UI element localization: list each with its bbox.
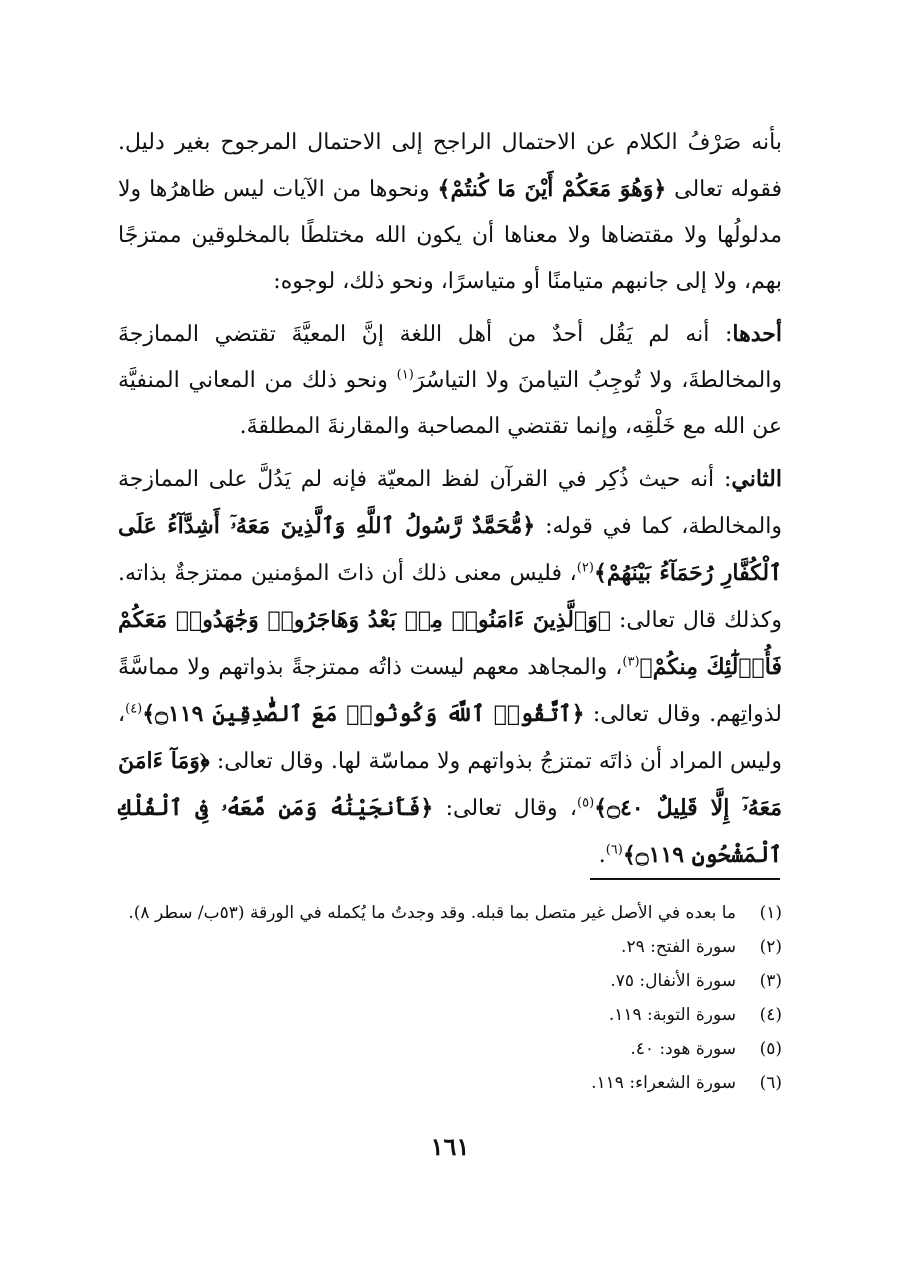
paragraph-3-text: ، فليس معنى ذلك أن ذاتَ المؤمنين ممتزجةٌ بذاته. وكذلك قال تعالى: <box>118 561 782 633</box>
footnote-ref-6[interactable]: (٦) <box>605 842 623 858</box>
footnote-ref-5[interactable]: (٥) <box>577 795 595 811</box>
footnote-number: (٤) <box>759 1005 782 1025</box>
paragraph-3-text: : أنه حيث ذُكِر في القرآن لفظ المعيّة فإنه لم يَدُلَّ على الممازجة والمخالطة، كما في قوله: <box>118 467 782 539</box>
page-number: ١٦١ <box>430 1132 470 1161</box>
paragraph-3 <box>118 456 782 879</box>
paragraph-3-end: . <box>598 843 606 868</box>
footnote-item <box>118 1032 782 1066</box>
footnote-text: سورة الشعراء: ١١٩. <box>591 1073 736 1093</box>
quran-verse: ﴿وَهُوَ مَعَكُمْ أَيْنَ مَا كُنتُمْ﴾ <box>437 176 667 202</box>
paragraph-1 <box>118 120 782 305</box>
footnote-item <box>118 930 782 964</box>
footnote-text: سورة هود: ٤٠. <box>630 1039 736 1059</box>
footnotes <box>118 896 782 1100</box>
paragraph-2-tail: ونحو ذلك من المعاني المنفيَّة عن الله مع خَلْقِه، وإنما تقتضي المصاحبة والمقارنةَ المطلقةَ. <box>118 368 782 439</box>
footnote-number: (٦) <box>759 1073 782 1093</box>
footnote-number: (٣) <box>759 971 782 991</box>
footnote-number: (٢) <box>759 937 782 957</box>
paragraph-2-text: : أنه لم يَقُل أحدٌ من أهل اللغة إنَّ المعيَّةَ تقتضي الممازجةَ والمخالطةَ، ولا تُوجِبُ التيامنَ ولا التياسُرَ <box>118 322 782 393</box>
footnote-text: سورة التوبة: ١١٩. <box>608 1005 736 1025</box>
quran-verse: ﴿وَمَآ ءَامَنَ مَعَهُۥٓ إِلَّا قَلِيلٌ ۝٤٠﴾ <box>118 748 782 821</box>
footnote-item <box>118 896 782 930</box>
footnote-item <box>118 1066 782 1100</box>
main-text <box>118 120 782 885</box>
paragraph-3-text: ، وقال تعالى: <box>433 796 578 821</box>
footnote-ref-2[interactable]: (٢) <box>576 560 594 576</box>
footnote-item <box>118 998 782 1032</box>
paragraph-3-lead: الثاني <box>731 466 782 492</box>
footnote-ref-4[interactable]: (٤) <box>125 701 143 717</box>
quran-verse: ﴿مُّحَمَّدٌ رَّسُولُ ٱللَّهِ وَٱلَّذِينَ مَعَهُۥٓ أَشِدَّآءُ عَلَى ٱلْكُفَّارِ رُحَمَآءُ بَيْنَهُمْ﴾ <box>118 513 782 586</box>
footnote-ref-3[interactable]: (٣) <box>622 654 640 670</box>
footnote-number: (١) <box>759 903 782 923</box>
quran-verse: ﴿وَٱلَّذِينَ ءَامَنُوا۟ مِنۢ بَعْدُ وَهَاجَرُوا۟ وَجَٰهَدُوا۟ مَعَكُمْ فَأُو۟لَٰٓئِكَ مِنكُمْ﴾ <box>118 607 782 680</box>
footnote-divider <box>590 878 780 880</box>
footnote-number: (٥) <box>759 1039 782 1059</box>
quran-verse: ﴿فَأَنجَيْنَٰهُ وَمَن مَّعَهُۥ فِى ٱلْفُلْكِ ٱلْمَشْحُونِ ۝١١٩﴾ <box>118 795 782 868</box>
paragraph-3-text: ، وليس المراد أن ذاتَه تمتزجُ بذواتهم ولا مماسّة لها. وقال تعالى: <box>118 702 782 774</box>
footnote-text: سورة الأنفال: ٧٥. <box>610 971 736 991</box>
paragraph-1-text: بأنه صَرْفُ الكلام عن الاحتمال الراجح إلى الاحتمال المرجوح بغير دليل. فقوله تعالى <box>118 130 782 202</box>
quran-verse: ﴿ٱتَّقُوا۟ ٱللَّهَ وَكُونُوا۟ مَعَ ٱلصَّٰدِقِينَ ۝١١٩﴾ <box>142 701 585 727</box>
paragraph-2-lead: أحدها <box>732 321 782 347</box>
footnote-ref-1[interactable]: (١) <box>396 367 414 383</box>
paragraph-2 <box>118 311 782 450</box>
footnote-item <box>118 964 782 998</box>
footnote-text: سورة الفتح: ٢٩. <box>621 937 736 957</box>
paragraph-1-tail: ونحوها من الآيات ليس ظاهرُها ولا مدلولُها ولا مقتضاها ولا معناها أن يكون الله مختلطًا بالمخلوقين ممتزجًا بهم، ولا إلى جانبهم متيامنًا أو متياسرًا، ونحو ذلك، لوجوه: <box>118 177 782 294</box>
paragraph-3-text: ، والمجاهد معهم ليست ذاتُه ممتزجةً بذواتهم ولا مماسَّةً لذواتِهم. وقال تعالى: <box>118 655 782 727</box>
footnote-text: ما بعده في الأصل غير متصل بما قبله. وقد وجدتُ ما يُكمله في الورقة (٥٣ب/ سطر ٨). <box>128 903 736 923</box>
